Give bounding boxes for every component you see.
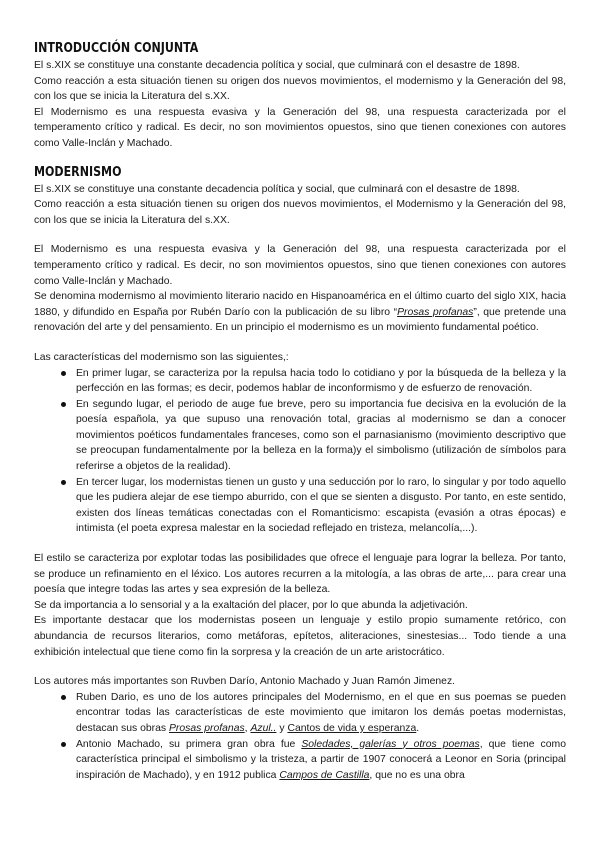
p4-text-end: ”, que pretende una renovación del arte y del pensamiento. En un principio el modernismo es un movimiento fundamental poético. — [34, 306, 566, 334]
separator: y — [276, 722, 288, 734]
intro-paragraph-2: Como reacción a esta situación tienen su origen dos nuevos movimientos, el modernismo y la Generación del 98, con los que se inicia la Literatura del s.XX. — [34, 75, 566, 103]
list-item: En tercer lugar, los modernistas tienen un gusto y una seducción por lo raro, lo singular y por todo aquello que les pudiera alejar de ese tiempo aburrido, con el que se sienten a disgusto. Por tanto, en este sentido, existen dos líneas temáticas conectadas con el Romanticismo: escapista (evasión a otras épocas) e intimista (el poeta expresa malestar en la sociedad reflejado en tristeza, melancolía,...). — [76, 475, 566, 537]
machado-text: Antonio Machado, su primera gran obra fue — [76, 738, 302, 750]
authors-list — [34, 690, 566, 784]
soledades-work-link[interactable]: Soledades, galerías y otros poemas — [301, 738, 480, 750]
separator: , — [244, 722, 251, 734]
modernismo-paragraph-3: El Modernismo es una respuesta evasiva y la Generación del 98, una respuesta caracterizada por el temperamento crítico y radical. Es decir, no son movimientos opuestos, sino que tienen conexiones con autores como Valle-Inclán y Machado. — [34, 244, 566, 287]
intro-paragraph-3: El Modernismo es una respuesta evasiva y la Generación del 98, una respuesta caracterizada por el temperamento crítico y radical. Es decir, no son movimientos opuestos, sino que tienen conexiones con autores como Valle-Inclán y Machado. — [34, 106, 566, 149]
authors-intro: Los autores más importantes son Ruvben Darío, Antonio Machado y Juan Ramón Jimenez. — [34, 676, 456, 688]
modernismo-paragraph-2: Como reacción a esta situación tienen su origen dos nuevos movimientos, el Modernismo y la Generación del 98, con los que se inicia la Literatura del s.XX. — [34, 199, 566, 226]
characteristics-list — [34, 366, 566, 538]
prosas-profanas-work-link[interactable]: Prosas profanas — [169, 722, 245, 734]
period: . — [416, 722, 420, 734]
modernismo-heading: MODERNISMO — [34, 163, 122, 180]
style-paragraph-3: Es importante destacar que los modernistas poseen un lenguaje y estilo propio sumamente retórico, con abundancia de recursos literarios, como metáforas, epítetos, aliteraciones, sinestesias... Todo tiende a una exhibición intelectual que tiene como fin la sorpresa y la creación de un arte aristocrático. — [34, 615, 566, 658]
list-item: En segundo lugar, el periodo de auge fue breve, pero su importancia fue decisiva en la evolución de la poesía española, ya que supuso una renovación total, gracias al modernismo se dan a conocer movimientos poéticos fundamentales franceses, como son el parnasianismo (movimiento descriptivo que se preocupan fundamentalmente por la belleza en la forma)y el simbolismo (utilización de símbolos para referirse a objetos de la realidad). — [76, 397, 566, 475]
list-item: En primer lugar, se caracteriza por la repulsa hacia todo lo cotidiano y por la búsqueda de la belleza y la perfección en las formas; es decir, podemos hablar de inconformismo y de esfuerzo de renovación. — [76, 366, 566, 397]
list-item — [76, 690, 566, 737]
dario-text: Ruben Dario, es uno de los autores principales del Modernismo, en el que en sus poemas se pueden encontrar todas las características de este movimiento que imitaron los demás poetas modernistas, destacan sus obras — [76, 691, 566, 734]
prosas-profanas-link[interactable]: Prosas profanas — [397, 306, 474, 318]
intro-heading: INTRODUCCIÓN CONJUNTA — [34, 40, 199, 56]
modernismo-paragraph-4 — [34, 289, 566, 336]
campos-castilla-work-link[interactable]: Campos de Castilla — [279, 769, 370, 781]
style-paragraph-1: El estilo se caracteriza por explotar todas las posibilidades que ofrece el lenguaje para lograr la belleza. Por tanto, se produce un refinamiento en el léxico. Los autores recurren a la mitología, a las obras de arte,... para crear una poesía que integre todas las artes y sea expresión de la belleza. — [34, 553, 566, 596]
characteristics-intro: Las características del modernismo son las siguientes,: — [34, 351, 289, 363]
machado-text-end: , que no es una obra — [369, 769, 465, 781]
style-paragraph-2: Se da importancia a lo sensorial y a la exaltación del placer, por lo que abunda la adjetivación. — [34, 599, 468, 611]
p4-text-start: Se denomina modernismo al movimiento literario nacido en Hispanoamérica en el último cuarto del siglo XIX, hacia 1880, y difundido en España por Rubén Darío con la publicación de su libro “ — [34, 291, 566, 318]
machado-text-mid: , que tiene como característica principal el simbolismo y la tristeza, a partir de 1907 conocerá a Leonor en Soria (principal inspiración de Machado), y en 1912 publica — [76, 738, 566, 781]
cantos-work-link[interactable]: Cantos de vida y esperanza — [287, 722, 417, 734]
list-item — [76, 737, 566, 784]
azul-work-link[interactable]: Azul.. — [250, 722, 277, 734]
modernismo-paragraph-1: El s.XIX se constituye una constante decadencia política y social, que culminará con el desastre de 1898. — [34, 183, 520, 195]
intro-paragraph-1: El s.XIX se constituye una constante decadencia política y social, que culminará con el desastre de 1898. — [34, 60, 520, 71]
